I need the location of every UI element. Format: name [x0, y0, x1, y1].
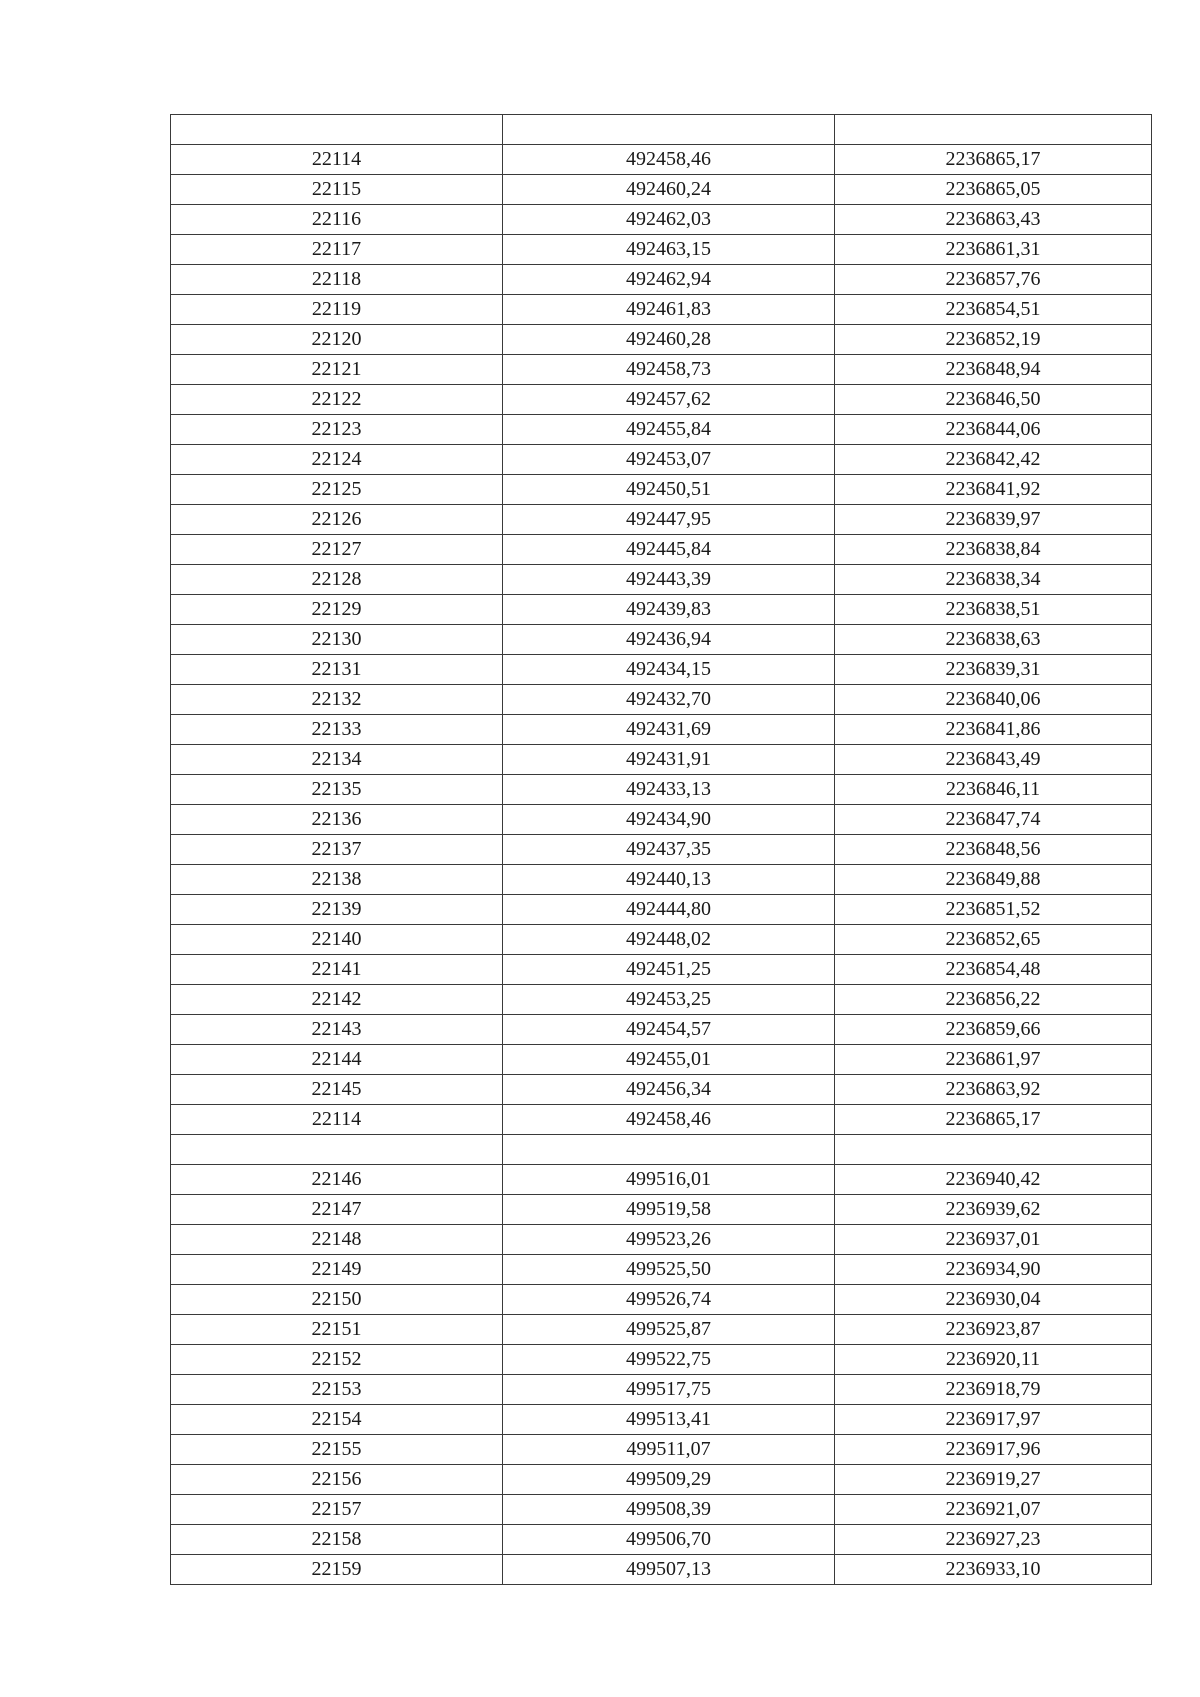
- cell-y-coordinate: 2236917,96: [835, 1435, 1152, 1465]
- cell-point-number: 22144: [171, 1045, 503, 1075]
- table-row: [171, 1165, 1152, 1195]
- table-row: [171, 145, 1152, 175]
- cell-point-number: 22126: [171, 505, 503, 535]
- table-row: [171, 175, 1152, 205]
- cell-point-number: 22115: [171, 175, 503, 205]
- table-row: [171, 1375, 1152, 1405]
- cell-point-number: 22119: [171, 295, 503, 325]
- cell-y-coordinate: 2236846,50: [835, 385, 1152, 415]
- cell-point-number: 22125: [171, 475, 503, 505]
- cell-y-coordinate: [835, 1135, 1152, 1165]
- cell-y-coordinate: 2236848,94: [835, 355, 1152, 385]
- table-row: [171, 805, 1152, 835]
- table-row: [171, 1405, 1152, 1435]
- cell-point-number: 22130: [171, 625, 503, 655]
- cell-y-coordinate: 2236918,79: [835, 1375, 1152, 1405]
- cell-x-coordinate: 492448,02: [503, 925, 835, 955]
- cell-point-number: 22151: [171, 1315, 503, 1345]
- table-row: [171, 625, 1152, 655]
- cell-point-number: 22127: [171, 535, 503, 565]
- cell-point-number: 22156: [171, 1465, 503, 1495]
- cell-point-number: 22137: [171, 835, 503, 865]
- table-row: [171, 505, 1152, 535]
- cell-y-coordinate: 2236852,65: [835, 925, 1152, 955]
- cell-y-coordinate: 2236861,31: [835, 235, 1152, 265]
- cell-x-coordinate: 492451,25: [503, 955, 835, 985]
- cell-x-coordinate: 492440,13: [503, 865, 835, 895]
- cell-point-number: 22140: [171, 925, 503, 955]
- cell-y-coordinate: 2236865,17: [835, 145, 1152, 175]
- cell-y-coordinate: 2236933,10: [835, 1555, 1152, 1585]
- cell-x-coordinate: 492463,15: [503, 235, 835, 265]
- cell-point-number: 22157: [171, 1495, 503, 1525]
- cell-x-coordinate: 492436,94: [503, 625, 835, 655]
- cell-point-number: 22138: [171, 865, 503, 895]
- cell-x-coordinate: 499511,07: [503, 1435, 835, 1465]
- table-row: [171, 1285, 1152, 1315]
- cell-point-number: 22159: [171, 1555, 503, 1585]
- cell-y-coordinate: 2236854,51: [835, 295, 1152, 325]
- cell-y-coordinate: 2236863,43: [835, 205, 1152, 235]
- table-row: [171, 685, 1152, 715]
- table-row: [171, 1435, 1152, 1465]
- cell-point-number: 22120: [171, 325, 503, 355]
- cell-y-coordinate: 2236842,42: [835, 445, 1152, 475]
- cell-x-coordinate: 492433,13: [503, 775, 835, 805]
- cell-x-coordinate: 492455,01: [503, 1045, 835, 1075]
- cell-y-coordinate: 2236852,19: [835, 325, 1152, 355]
- cell-y-coordinate: 2236838,63: [835, 625, 1152, 655]
- cell-y-coordinate: 2236920,11: [835, 1345, 1152, 1375]
- cell-point-number: 22147: [171, 1195, 503, 1225]
- cell-point-number: 22123: [171, 415, 503, 445]
- cell-y-coordinate: 2236861,97: [835, 1045, 1152, 1075]
- table-row: [171, 775, 1152, 805]
- table-row: [171, 535, 1152, 565]
- header-cell-point: [171, 115, 503, 145]
- table-row: [171, 445, 1152, 475]
- cell-x-coordinate: 492458,46: [503, 1105, 835, 1135]
- cell-x-coordinate: 499509,29: [503, 1465, 835, 1495]
- table-row: [171, 1015, 1152, 1045]
- cell-x-coordinate: 499525,50: [503, 1255, 835, 1285]
- table-row: [171, 1195, 1152, 1225]
- cell-y-coordinate: 2236934,90: [835, 1255, 1152, 1285]
- cell-point-number: 22124: [171, 445, 503, 475]
- cell-y-coordinate: 2236930,04: [835, 1285, 1152, 1315]
- table-row: [171, 1465, 1152, 1495]
- cell-x-coordinate: 492434,90: [503, 805, 835, 835]
- table-row: [171, 745, 1152, 775]
- cell-point-number: [171, 1135, 503, 1165]
- table-row: [171, 415, 1152, 445]
- cell-x-coordinate: 492453,07: [503, 445, 835, 475]
- cell-point-number: 22143: [171, 1015, 503, 1045]
- table-row: [171, 1345, 1152, 1375]
- header-cell-x: [503, 115, 835, 145]
- cell-x-coordinate: 499508,39: [503, 1495, 835, 1525]
- cell-x-coordinate: 492462,03: [503, 205, 835, 235]
- cell-x-coordinate: 492432,70: [503, 685, 835, 715]
- table-row: [171, 925, 1152, 955]
- cell-point-number: 22128: [171, 565, 503, 595]
- cell-y-coordinate: 2236919,27: [835, 1465, 1152, 1495]
- table-row: [171, 1525, 1152, 1555]
- cell-y-coordinate: 2236839,97: [835, 505, 1152, 535]
- cell-x-coordinate: 492445,84: [503, 535, 835, 565]
- cell-point-number: 22139: [171, 895, 503, 925]
- cell-x-coordinate: 492431,91: [503, 745, 835, 775]
- cell-point-number: 22134: [171, 745, 503, 775]
- cell-y-coordinate: 2236940,42: [835, 1165, 1152, 1195]
- cell-x-coordinate: 499522,75: [503, 1345, 835, 1375]
- cell-point-number: 22154: [171, 1405, 503, 1435]
- table-row: [171, 955, 1152, 985]
- cell-point-number: 22114: [171, 1105, 503, 1135]
- cell-y-coordinate: 2236851,52: [835, 895, 1152, 925]
- cell-x-coordinate: 492454,57: [503, 1015, 835, 1045]
- table-row: [171, 1315, 1152, 1345]
- table-row: [171, 565, 1152, 595]
- cell-y-coordinate: 2236841,92: [835, 475, 1152, 505]
- cell-y-coordinate: 2236843,49: [835, 745, 1152, 775]
- cell-point-number: 22149: [171, 1255, 503, 1285]
- cell-x-coordinate: 499506,70: [503, 1525, 835, 1555]
- cell-x-coordinate: 492434,15: [503, 655, 835, 685]
- cell-x-coordinate: 499519,58: [503, 1195, 835, 1225]
- cell-y-coordinate: 2236923,87: [835, 1315, 1152, 1345]
- cell-point-number: 22117: [171, 235, 503, 265]
- cell-point-number: 22142: [171, 985, 503, 1015]
- cell-y-coordinate: 2236838,84: [835, 535, 1152, 565]
- table-row: [171, 1045, 1152, 1075]
- table-row: [171, 205, 1152, 235]
- table-row: [171, 295, 1152, 325]
- table-row: [171, 235, 1152, 265]
- cell-x-coordinate: 492431,69: [503, 715, 835, 745]
- table-row: [171, 595, 1152, 625]
- cell-x-coordinate: 499523,26: [503, 1225, 835, 1255]
- table-row: [171, 1255, 1152, 1285]
- cell-y-coordinate: 2236847,74: [835, 805, 1152, 835]
- table-row: [171, 1105, 1152, 1135]
- cell-point-number: 22129: [171, 595, 503, 625]
- table-row: [171, 835, 1152, 865]
- cell-x-coordinate: 499526,74: [503, 1285, 835, 1315]
- cell-x-coordinate: 492439,83: [503, 595, 835, 625]
- cell-x-coordinate: 492444,80: [503, 895, 835, 925]
- cell-y-coordinate: 2236865,17: [835, 1105, 1152, 1135]
- cell-x-coordinate: 492450,51: [503, 475, 835, 505]
- cell-x-coordinate: 499513,41: [503, 1405, 835, 1435]
- table-row: [171, 895, 1152, 925]
- cell-x-coordinate: 492458,73: [503, 355, 835, 385]
- cell-x-coordinate: 492461,83: [503, 295, 835, 325]
- cell-y-coordinate: 2236856,22: [835, 985, 1152, 1015]
- cell-y-coordinate: 2236839,31: [835, 655, 1152, 685]
- cell-y-coordinate: 2236840,06: [835, 685, 1152, 715]
- cell-y-coordinate: 2236917,97: [835, 1405, 1152, 1435]
- table-header-row: [171, 115, 1152, 145]
- cell-point-number: 22131: [171, 655, 503, 685]
- header-cell-y: [835, 115, 1152, 145]
- coordinates-table: [170, 114, 1152, 1585]
- table-row: [171, 355, 1152, 385]
- cell-y-coordinate: 2236848,56: [835, 835, 1152, 865]
- cell-point-number: 22155: [171, 1435, 503, 1465]
- cell-y-coordinate: 2236854,48: [835, 955, 1152, 985]
- cell-point-number: 22158: [171, 1525, 503, 1555]
- cell-x-coordinate: 492456,34: [503, 1075, 835, 1105]
- cell-point-number: 22136: [171, 805, 503, 835]
- cell-point-number: 22145: [171, 1075, 503, 1105]
- cell-y-coordinate: 2236846,11: [835, 775, 1152, 805]
- cell-x-coordinate: 499525,87: [503, 1315, 835, 1345]
- table-row: [171, 655, 1152, 685]
- cell-point-number: 22118: [171, 265, 503, 295]
- cell-point-number: 22153: [171, 1375, 503, 1405]
- cell-point-number: 22150: [171, 1285, 503, 1315]
- cell-x-coordinate: [503, 1135, 835, 1165]
- cell-x-coordinate: 499516,01: [503, 1165, 835, 1195]
- cell-y-coordinate: 2236857,76: [835, 265, 1152, 295]
- cell-point-number: 22148: [171, 1225, 503, 1255]
- cell-x-coordinate: 492455,84: [503, 415, 835, 445]
- cell-x-coordinate: 492462,94: [503, 265, 835, 295]
- cell-y-coordinate: 2236865,05: [835, 175, 1152, 205]
- cell-x-coordinate: 492437,35: [503, 835, 835, 865]
- cell-point-number: 22135: [171, 775, 503, 805]
- cell-x-coordinate: 492453,25: [503, 985, 835, 1015]
- table-row: [171, 865, 1152, 895]
- cell-x-coordinate: 499517,75: [503, 1375, 835, 1405]
- table-row: [171, 1225, 1152, 1255]
- table-row: [171, 265, 1152, 295]
- cell-x-coordinate: 492460,24: [503, 175, 835, 205]
- cell-y-coordinate: 2236863,92: [835, 1075, 1152, 1105]
- cell-y-coordinate: 2236838,51: [835, 595, 1152, 625]
- table-row: [171, 1495, 1152, 1525]
- cell-point-number: 22146: [171, 1165, 503, 1195]
- cell-y-coordinate: 2236838,34: [835, 565, 1152, 595]
- cell-y-coordinate: 2236937,01: [835, 1225, 1152, 1255]
- table-row: [171, 715, 1152, 745]
- cell-y-coordinate: 2236844,06: [835, 415, 1152, 445]
- cell-point-number: 22141: [171, 955, 503, 985]
- coordinates-table-body: [171, 115, 1152, 1585]
- cell-x-coordinate: 492458,46: [503, 145, 835, 175]
- cell-point-number: 22132: [171, 685, 503, 715]
- cell-point-number: 22133: [171, 715, 503, 745]
- cell-x-coordinate: 492457,62: [503, 385, 835, 415]
- cell-point-number: 22122: [171, 385, 503, 415]
- table-row: [171, 325, 1152, 355]
- cell-x-coordinate: 492443,39: [503, 565, 835, 595]
- table-row: [171, 385, 1152, 415]
- cell-x-coordinate: 492460,28: [503, 325, 835, 355]
- table-row: [171, 1555, 1152, 1585]
- cell-point-number: 22121: [171, 355, 503, 385]
- cell-y-coordinate: 2236841,86: [835, 715, 1152, 745]
- cell-y-coordinate: 2236939,62: [835, 1195, 1152, 1225]
- table-row: [171, 985, 1152, 1015]
- cell-y-coordinate: 2236849,88: [835, 865, 1152, 895]
- cell-point-number: 22152: [171, 1345, 503, 1375]
- cell-point-number: 22114: [171, 145, 503, 175]
- table-separator-row: [171, 1135, 1152, 1165]
- cell-y-coordinate: 2236921,07: [835, 1495, 1152, 1525]
- cell-point-number: 22116: [171, 205, 503, 235]
- cell-x-coordinate: 499507,13: [503, 1555, 835, 1585]
- cell-y-coordinate: 2236927,23: [835, 1525, 1152, 1555]
- cell-x-coordinate: 492447,95: [503, 505, 835, 535]
- table-row: [171, 475, 1152, 505]
- table-row: [171, 1075, 1152, 1105]
- cell-y-coordinate: 2236859,66: [835, 1015, 1152, 1045]
